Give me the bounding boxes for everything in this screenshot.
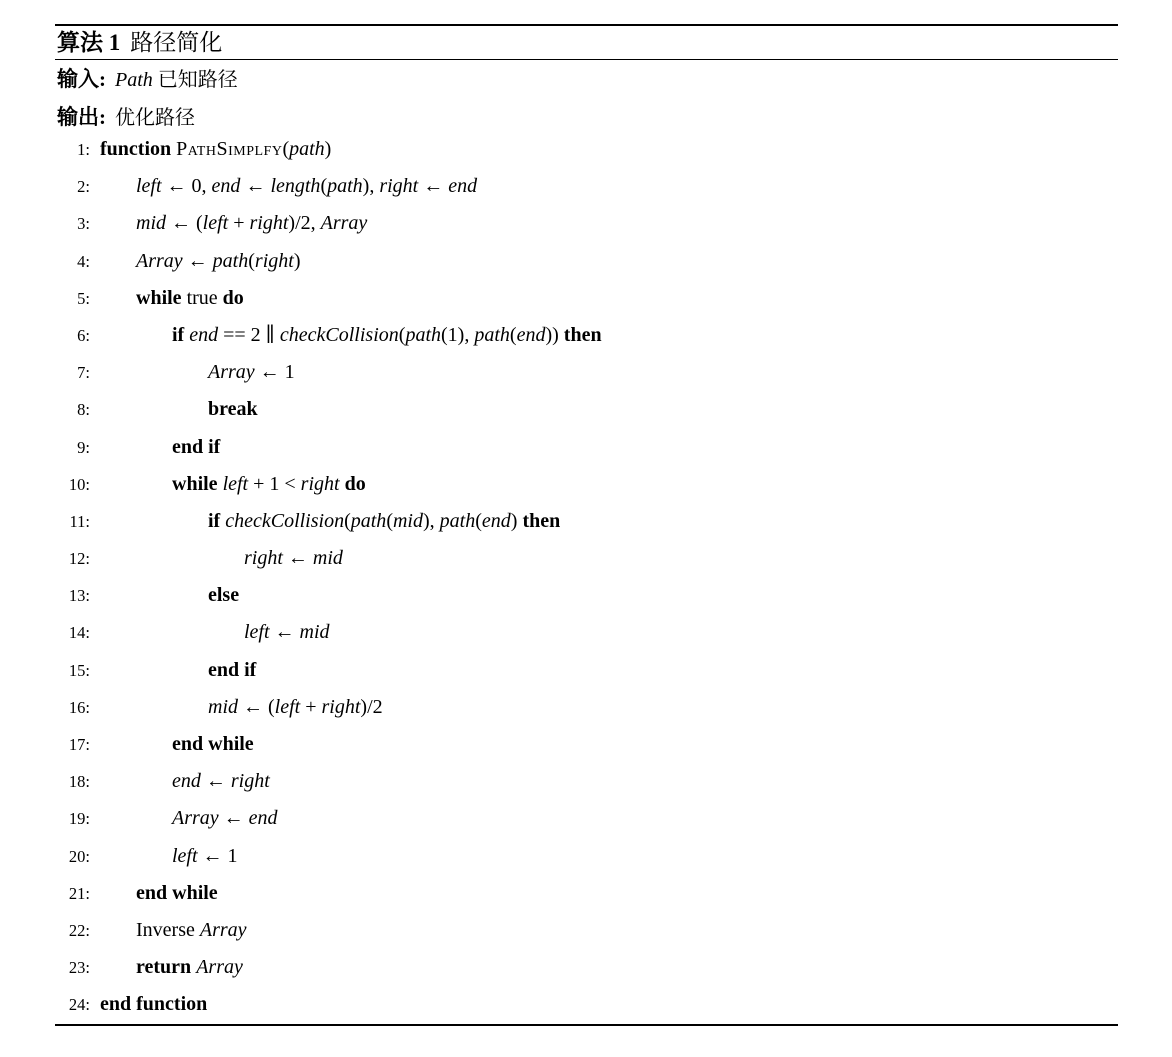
line-code bbox=[90, 949, 243, 986]
code-segment: mid bbox=[312, 547, 343, 570]
algorithm-line bbox=[55, 354, 1165, 391]
code-segment: ) bbox=[324, 138, 332, 160]
algorithm-line bbox=[55, 205, 1165, 242]
code-segment: left bbox=[136, 175, 162, 198]
code-segment: Inverse bbox=[136, 918, 200, 941]
algorithm-line bbox=[55, 391, 1165, 428]
code-segment: end bbox=[448, 175, 478, 198]
line-number: 18: bbox=[68, 772, 90, 792]
code-segment: while bbox=[172, 472, 223, 495]
output-text bbox=[115, 107, 195, 129]
code-segment: ( bbox=[398, 323, 406, 346]
line-number: 9: bbox=[77, 437, 90, 457]
line-code bbox=[90, 317, 602, 354]
line-code bbox=[90, 689, 383, 726]
line-number: 15: bbox=[68, 660, 90, 680]
code-segment: ← 1 bbox=[254, 361, 295, 384]
code-segment: )/2 bbox=[360, 695, 383, 718]
top-rule bbox=[55, 24, 1118, 26]
algorithm-line bbox=[55, 540, 1165, 577]
code-segment: do bbox=[344, 472, 366, 495]
line-number: 5: bbox=[77, 288, 90, 308]
code-segment: ( bbox=[475, 509, 482, 532]
line-number: 7: bbox=[77, 363, 90, 383]
code-segment: PathSimplfy bbox=[176, 138, 283, 160]
algorithm-line bbox=[55, 429, 1165, 466]
code-segment: else bbox=[208, 584, 240, 607]
algorithm-line bbox=[55, 726, 1165, 763]
code-segment: Array bbox=[208, 361, 255, 384]
code-segment: ← ( bbox=[238, 695, 275, 718]
algorithm-input-row bbox=[57, 64, 238, 95]
algorithm-line bbox=[55, 466, 1165, 503]
algorithm-line bbox=[55, 838, 1165, 875]
code-segment: right bbox=[230, 770, 270, 793]
code-segment: checkCollision bbox=[279, 323, 399, 346]
line-code bbox=[90, 354, 295, 391]
algorithm-lines bbox=[55, 131, 1165, 1024]
code-segment: mid bbox=[299, 621, 330, 644]
line-code bbox=[90, 540, 343, 577]
code-segment: Array bbox=[172, 807, 219, 830]
line-number: 2: bbox=[77, 177, 90, 197]
code-segment: end if bbox=[208, 658, 257, 681]
code-segment: + 1 < bbox=[248, 472, 301, 495]
code-segment: path bbox=[439, 509, 476, 532]
algorithm-caption-title: 路径简化 bbox=[130, 30, 223, 55]
code-segment: path bbox=[474, 323, 510, 346]
code-segment: mid bbox=[208, 695, 238, 718]
code-segment: left bbox=[172, 844, 198, 867]
algorithm-line bbox=[55, 243, 1165, 280]
output-label: 输出: bbox=[57, 105, 106, 129]
code-segment: if bbox=[172, 323, 190, 346]
code-segment: 优化路径 bbox=[115, 107, 195, 129]
line-code bbox=[90, 614, 330, 651]
code-segment: end bbox=[172, 770, 201, 793]
algorithm-output-row bbox=[57, 102, 195, 133]
algorithm-line bbox=[55, 986, 1165, 1023]
algorithm-line bbox=[55, 614, 1165, 651]
input-label: 输入: bbox=[57, 67, 106, 91]
line-number: 6: bbox=[77, 325, 90, 345]
caption-rule bbox=[55, 59, 1118, 60]
line-number: 23: bbox=[68, 958, 90, 978]
line-number: 13: bbox=[68, 586, 90, 606]
algorithm-line bbox=[55, 912, 1165, 949]
code-segment: == 2 ∥ bbox=[218, 323, 280, 346]
line-code bbox=[90, 429, 220, 466]
code-segment: end while bbox=[172, 733, 254, 755]
line-code bbox=[90, 391, 258, 428]
algorithm-line bbox=[55, 875, 1165, 912]
code-segment: ← bbox=[200, 770, 231, 793]
line-number: 20: bbox=[68, 846, 90, 866]
algorithm-line bbox=[55, 652, 1165, 689]
code-segment: right bbox=[254, 249, 294, 272]
code-segment: path bbox=[289, 138, 325, 160]
line-number: 24: bbox=[68, 995, 90, 1015]
code-segment: right bbox=[321, 695, 361, 718]
algorithm-line bbox=[55, 168, 1165, 205]
code-segment: + bbox=[300, 695, 322, 718]
code-segment: (1), bbox=[441, 323, 475, 346]
algorithm-caption bbox=[57, 29, 222, 56]
line-number: 3: bbox=[77, 214, 90, 234]
code-segment: end bbox=[211, 175, 241, 198]
line-number: 4: bbox=[77, 251, 90, 271]
algorithm-caption-label: 算法 1 bbox=[57, 30, 121, 55]
line-code bbox=[90, 912, 247, 949]
code-segment: ← 0, bbox=[161, 175, 212, 198]
line-number: 1: bbox=[77, 140, 90, 159]
line-number: 14: bbox=[68, 623, 90, 643]
code-segment: + bbox=[228, 212, 250, 235]
code-segment: do bbox=[222, 286, 244, 309]
code-segment: length bbox=[270, 175, 321, 198]
code-segment: ), bbox=[422, 509, 440, 532]
code-segment: right bbox=[249, 212, 289, 235]
code-segment: ← bbox=[240, 175, 271, 198]
line-code bbox=[90, 800, 278, 837]
code-segment: path bbox=[350, 509, 387, 532]
line-number: 21: bbox=[68, 883, 90, 903]
input-text bbox=[115, 69, 238, 91]
bottom-rule bbox=[55, 1024, 1118, 1026]
code-segment: ), bbox=[362, 175, 380, 198]
line-code bbox=[90, 503, 560, 540]
code-segment: mid bbox=[392, 509, 423, 532]
code-segment: ← bbox=[182, 249, 213, 272]
line-code bbox=[90, 577, 239, 614]
code-segment: 已知路径 bbox=[152, 69, 238, 91]
algorithm-line bbox=[55, 800, 1165, 837]
code-segment: path bbox=[212, 249, 249, 272]
code-segment: ← ( bbox=[166, 212, 203, 235]
algorithm-line bbox=[55, 763, 1165, 800]
code-segment: ( bbox=[248, 249, 255, 272]
line-code bbox=[90, 875, 218, 912]
code-segment: then bbox=[563, 323, 602, 346]
code-segment: right bbox=[379, 175, 419, 198]
code-segment: ← bbox=[282, 547, 313, 570]
code-segment: ( bbox=[509, 323, 517, 346]
code-segment: left bbox=[244, 621, 270, 644]
code-segment: true bbox=[181, 286, 223, 309]
code-segment: left bbox=[222, 472, 249, 495]
line-code bbox=[90, 466, 366, 503]
code-segment: end while bbox=[136, 881, 218, 904]
code-segment: return bbox=[136, 956, 197, 979]
code-segment: end if bbox=[172, 435, 221, 458]
algorithm-line bbox=[55, 131, 1165, 168]
line-number: 16: bbox=[68, 697, 90, 717]
code-segment: Array bbox=[320, 212, 368, 235]
code-segment: right bbox=[300, 472, 340, 495]
code-segment: end bbox=[516, 323, 546, 346]
line-number: 8: bbox=[77, 400, 90, 420]
code-segment: checkCollision bbox=[225, 509, 345, 532]
code-segment: ( bbox=[320, 175, 328, 198]
line-code bbox=[90, 205, 367, 242]
code-segment: left bbox=[274, 695, 301, 718]
code-segment: Path bbox=[115, 69, 153, 91]
code-segment: Array bbox=[199, 918, 247, 941]
code-segment: ← bbox=[269, 621, 300, 644]
code-segment: while bbox=[136, 286, 182, 309]
line-number: 19: bbox=[68, 809, 90, 829]
line-code bbox=[90, 726, 254, 763]
line-number: 17: bbox=[68, 735, 90, 754]
line-number: 10: bbox=[68, 474, 90, 494]
code-segment: )) bbox=[545, 323, 564, 346]
code-segment: ← bbox=[218, 807, 249, 830]
algorithm-line bbox=[55, 577, 1165, 614]
code-segment: break bbox=[208, 398, 258, 421]
line-number: 22: bbox=[68, 920, 90, 940]
code-segment: left bbox=[202, 212, 229, 235]
code-segment: end function bbox=[100, 993, 208, 1016]
code-segment: ( bbox=[344, 509, 351, 532]
code-segment: mid bbox=[136, 212, 166, 235]
code-segment: ( bbox=[386, 509, 393, 532]
code-segment: ) bbox=[510, 509, 523, 532]
line-code bbox=[90, 838, 238, 875]
code-segment: end bbox=[481, 509, 511, 532]
code-segment: function bbox=[100, 138, 177, 160]
algorithm-line bbox=[55, 503, 1165, 540]
algorithm-line bbox=[55, 689, 1165, 726]
code-segment: ( bbox=[282, 138, 290, 160]
code-segment: then bbox=[522, 509, 561, 532]
code-segment: path bbox=[327, 175, 363, 198]
code-segment: path bbox=[405, 323, 441, 346]
code-segment: end bbox=[248, 807, 278, 830]
code-segment: if bbox=[208, 509, 226, 532]
code-segment: ) bbox=[293, 249, 301, 272]
line-code bbox=[90, 131, 331, 168]
line-code bbox=[90, 652, 256, 689]
code-segment: end bbox=[189, 323, 219, 346]
line-code bbox=[90, 763, 270, 800]
algorithm-line bbox=[55, 280, 1165, 317]
line-code bbox=[90, 243, 300, 280]
code-segment: Array bbox=[136, 249, 183, 272]
code-segment: ← 1 bbox=[197, 844, 238, 867]
code-segment: ← bbox=[418, 175, 449, 198]
code-segment: )/2, bbox=[288, 212, 321, 235]
line-code bbox=[90, 168, 477, 205]
line-number: 11: bbox=[69, 511, 90, 531]
line-code bbox=[90, 280, 244, 317]
algorithm-line bbox=[55, 317, 1165, 354]
algorithm-line bbox=[55, 949, 1165, 986]
line-number: 12: bbox=[68, 549, 90, 569]
code-segment: Array bbox=[196, 956, 243, 979]
code-segment: right bbox=[244, 547, 283, 570]
line-code bbox=[90, 986, 207, 1023]
